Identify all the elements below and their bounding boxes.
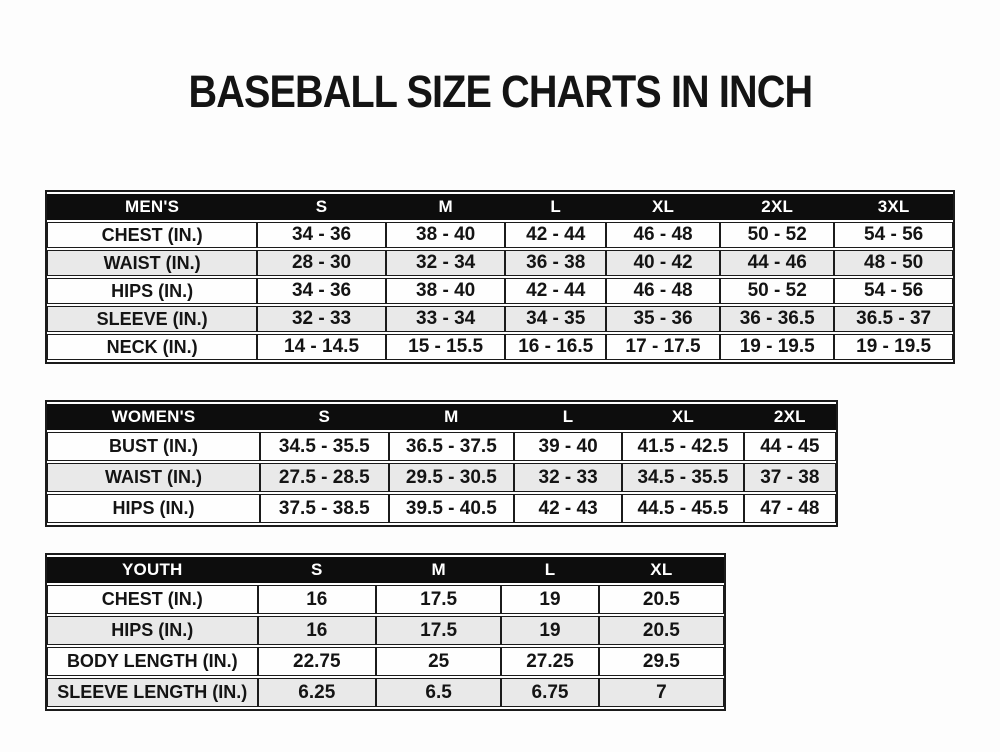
size-cell: 37.5 - 38.5: [260, 494, 389, 523]
size-column-header: L: [514, 404, 622, 430]
row-label: HIPS (IN.): [47, 616, 258, 645]
page-title: BASEBALL SIZE CHARTS IN INCH: [188, 66, 812, 117]
size-cell: 38 - 40: [386, 278, 506, 304]
row-label: BODY LENGTH (IN.): [47, 647, 258, 676]
row-label: NECK (IN.): [47, 334, 257, 360]
header-row: [47, 194, 953, 220]
size-cell: 20.5: [599, 585, 724, 614]
size-cell: 36 - 38: [505, 250, 606, 276]
size-cell: 34 - 36: [257, 222, 386, 248]
size-column-header: M: [389, 404, 514, 430]
table-row: [47, 250, 953, 276]
womens-table-grid: [47, 402, 836, 525]
size-cell: 46 - 48: [606, 278, 720, 304]
size-cell: 50 - 52: [720, 222, 834, 248]
size-cell: 14 - 14.5: [257, 334, 386, 360]
row-label: BUST (IN.): [47, 432, 260, 461]
size-column-header: XL: [606, 194, 720, 220]
size-column-header: S: [257, 194, 386, 220]
table-row: [47, 616, 724, 645]
table-row: [47, 647, 724, 676]
table-title-header: MEN'S: [47, 194, 257, 220]
size-cell: 42 - 44: [505, 278, 606, 304]
row-label: HIPS (IN.): [47, 494, 260, 523]
size-cell: 17.5: [376, 585, 501, 614]
size-column-header: S: [260, 404, 389, 430]
size-column-header: XL: [599, 557, 724, 583]
size-cell: 19: [501, 616, 598, 645]
header-row: [47, 557, 724, 583]
size-cell: 19 - 19.5: [720, 334, 834, 360]
size-cell: 33 - 34: [386, 306, 506, 332]
title-block: [0, 66, 1000, 118]
size-cell: 38 - 40: [386, 222, 506, 248]
table-row: [47, 494, 836, 523]
size-cell: 42 - 43: [514, 494, 622, 523]
size-cell: 34 - 36: [257, 278, 386, 304]
table-title-header: WOMEN'S: [47, 404, 260, 430]
size-cell: 16 - 16.5: [505, 334, 606, 360]
size-cell: 27.5 - 28.5: [260, 463, 389, 492]
size-cell: 34.5 - 35.5: [260, 432, 389, 461]
row-label: SLEEVE (IN.): [47, 306, 257, 332]
row-label: WAIST (IN.): [47, 463, 260, 492]
size-column-header: M: [376, 557, 501, 583]
size-cell: 42 - 44: [505, 222, 606, 248]
size-cell: 37 - 38: [744, 463, 836, 492]
size-column-header: L: [501, 557, 598, 583]
size-cell: 32 - 33: [257, 306, 386, 332]
row-label: SLEEVE LENGTH (IN.): [47, 678, 258, 707]
size-cell: 36.5 - 37.5: [389, 432, 514, 461]
table-row: [47, 678, 724, 707]
mens-table-grid: [47, 192, 953, 362]
size-cell: 22.75: [258, 647, 376, 676]
size-cell: 25: [376, 647, 501, 676]
table-row: [47, 306, 953, 332]
size-cell: 27.25: [501, 647, 598, 676]
size-column-header: L: [505, 194, 606, 220]
size-column-header: 3XL: [834, 194, 953, 220]
size-cell: 47 - 48: [744, 494, 836, 523]
size-cell: 29.5: [599, 647, 724, 676]
size-cell: 32 - 34: [386, 250, 506, 276]
size-cell: 16: [258, 585, 376, 614]
size-cell: 44.5 - 45.5: [622, 494, 744, 523]
size-cell: 28 - 30: [257, 250, 386, 276]
size-cell: 36.5 - 37: [834, 306, 953, 332]
youth-size-table: [45, 553, 726, 711]
table-row: [47, 432, 836, 461]
womens-size-table: [45, 400, 838, 527]
size-cell: 54 - 56: [834, 222, 953, 248]
size-cell: 19: [501, 585, 598, 614]
size-cell: 46 - 48: [606, 222, 720, 248]
size-cell: 34 - 35: [505, 306, 606, 332]
table-row: [47, 585, 724, 614]
size-cell: 39 - 40: [514, 432, 622, 461]
size-cell: 6.25: [258, 678, 376, 707]
size-column-header: M: [386, 194, 506, 220]
size-cell: 6.75: [501, 678, 598, 707]
table-row: [47, 278, 953, 304]
size-cell: 20.5: [599, 616, 724, 645]
size-cell: 50 - 52: [720, 278, 834, 304]
size-cell: 29.5 - 30.5: [389, 463, 514, 492]
size-cell: 48 - 50: [834, 250, 953, 276]
size-column-header: 2XL: [744, 404, 836, 430]
row-label: WAIST (IN.): [47, 250, 257, 276]
size-column-header: XL: [622, 404, 744, 430]
table-row: [47, 463, 836, 492]
row-label: CHEST (IN.): [47, 222, 257, 248]
size-column-header: 2XL: [720, 194, 834, 220]
size-cell: 32 - 33: [514, 463, 622, 492]
size-cell: 15 - 15.5: [386, 334, 506, 360]
size-cell: 16: [258, 616, 376, 645]
size-cell: 19 - 19.5: [834, 334, 953, 360]
mens-size-table: [45, 190, 955, 364]
table-row: [47, 334, 953, 360]
row-label: HIPS (IN.): [47, 278, 257, 304]
size-cell: 7: [599, 678, 724, 707]
youth-table-grid: [47, 555, 724, 709]
size-cell: 17 - 17.5: [606, 334, 720, 360]
size-cell: 40 - 42: [606, 250, 720, 276]
size-cell: 35 - 36: [606, 306, 720, 332]
size-cell: 36 - 36.5: [720, 306, 834, 332]
size-cell: 17.5: [376, 616, 501, 645]
table-row: [47, 222, 953, 248]
size-cell: 44 - 46: [720, 250, 834, 276]
size-column-header: S: [258, 557, 376, 583]
header-row: [47, 404, 836, 430]
size-cell: 41.5 - 42.5: [622, 432, 744, 461]
size-cell: 54 - 56: [834, 278, 953, 304]
size-cell: 44 - 45: [744, 432, 836, 461]
table-title-header: YOUTH: [47, 557, 258, 583]
size-cell: 34.5 - 35.5: [622, 463, 744, 492]
size-cell: 39.5 - 40.5: [389, 494, 514, 523]
row-label: CHEST (IN.): [47, 585, 258, 614]
size-cell: 6.5: [376, 678, 501, 707]
